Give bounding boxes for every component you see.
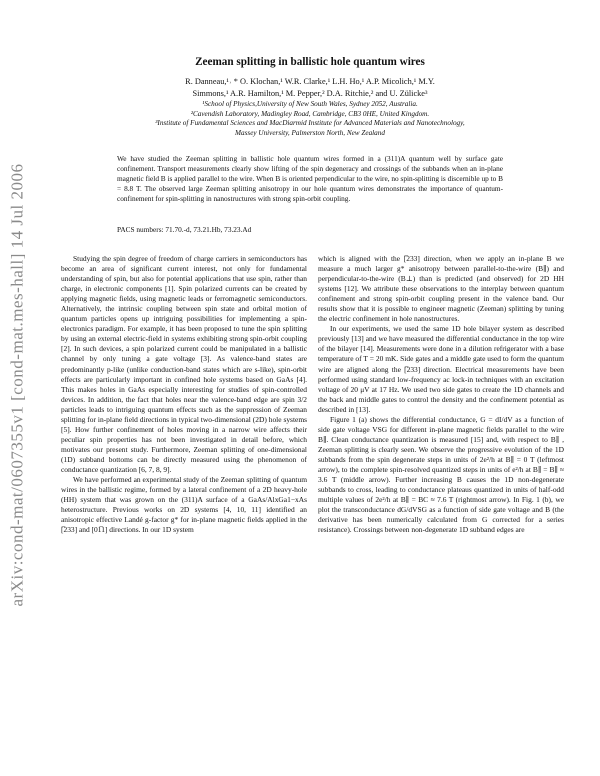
paragraph-study: We have performed an experimental study of the Zeeman splitting of quantum wires in the ballistic regime, formed by a lateral confinement of a 2D heavy-hole (HH) system that was grown on the (311)A surface of a GaAs/AlxGa1−xAs heterostructure. Previous works on 2D systems [4, 10, 11] identified an anisotropic effective Landé g-factor g* for in-plane magnetic fields applied in the [̅233] and [01̅1] directions. In our 1D system: [61, 475, 307, 535]
paper-title: Zeeman splitting in ballistic hole quantum wires: [195, 56, 425, 68]
paragraph-anisotropy: which is aligned with the [̅233] direction, when we apply an in-plane B we measure a much larger g* anisotropy between parallel-to-the-wire (B∥) and perpendicular-to-the-wire (B⊥) than is predicted (and observed) for 2D HH systems [12]. We attribute these observations to the interplay between quantum confinement and strong spin-orbit coupling present in the valence band. Our results show that it is possible to engineer magnetic (Zeeman) splitting by tuning the electric confinement in hole nanostructures.: [318, 254, 564, 324]
pacs-numbers: PACS numbers: 71.70.-d, 73.21.Hb, 73.23.Ad: [117, 225, 252, 234]
affiliation-2: ²Cavendish Laboratory, Madingley Road, Cambridge, CB3 0HE, United Kingdom.: [190, 109, 430, 118]
paragraph-experiment: In our experiments, we used the same 1D hole bilayer system as described previously [13] and we have measured the differential conductance in the top wire of the bilayer [14]. Measurements were done in a dilution refrigerator with a base temperature of T = 20 mK. Side gates and a middle gate used to form the quantum wire are aligned along the [̅233] direction. Electrical measurements have been performed using standard low-frequency ac lock-in techniques with an excitation voltage of 20 μV at 17 Hz. We used two side gates to create the 1D channels and the back and middle gates to control the density and the confinement potential as described in [13].: [318, 324, 564, 414]
paragraph-figure1: Figure 1 (a) shows the differential conductance, G = dI/dV as a function of side gate voltage VSG for different in-plane magnetic fields parallel to the wire B∥. Clean conductance quantization is measured [15] and, with respect to B∥ , Zeeman splitting is clearly seen. We observe the progressive evolution of the 1D subbands from the spin degenerate steps in units of 2e²/h at B∥ = 0 T (leftmost arrow), to the complete spin-resolved quantized steps in units of e²/h at B∥ = B∥ ≈ 3.6 T (middle arrow). Further increasing B causes the 1D non-degenerate subbands to cross, leading to conductance plateaus quantized in units of half-odd multiple values of 2e²/h at B∥ = BC ≈ 7.6 T (rightmost arrow). In Fig. 1 (b), we plot the transconductance dG/dVSG as a function of side gate voltage and B (the derivative has been numerically calculated from G corrected for a series resistance). Crossings between non-degenerate 1D subband edges are: [318, 414, 564, 535]
paragraph-intro: Studying the spin degree of freedom of charge carriers in semiconductors has become an area of significant current interest, not only for fundamental understanding of spin, but also for potential applications that use spin, rather than charge, in electronic components [1]. Spin polarized currents can be created by applying magnetic fields, using magnetic leads or ferromagnetic semiconductors. Alternatively, the intrinsic coupling between spin state and orbital motion of quantum particles opens up intriguing possibilities for implementing a spin-electronics paradigm. For example, it has been proposed to tune the spin splitting by using an external electric-field in systems exhibiting strong spin-orbit coupling [2]. In such devices, a spin polarized current could be manipulated in a ballistic channel by only tuning a gate voltage [3]. As valence-band states are predominantly p-like (unlike conduction-band states which are s-like), spin-orbit effects are particularly important in confined hole systems based on GaAs [4]. This makes holes in GaAs especially interesting for studies of spin-controlled devices. In addition, the fact that holes near the valence-band edge are spin 3/2 particles leads to intriguing quantum effects such as the suppression of Zeeman splitting for in-plane field directions in typical two-dimensional (2D) hole systems [5]. How further confinement of holes moving in a narrow wire affects their peculiar spin properties has not been investigated in detail before, which motivates our present study. Furthermore, Zeeman splitting of one-dimensional (1D) subband bottoms can be directly measured using the phenomenon of conductance quantization [6, 7, 8, 9].: [61, 254, 307, 474]
affiliation-4: Massey University, Palmerston North, New Zealand: [235, 128, 385, 137]
authors-line-2: Simmons,¹ A.R. Hamilton,¹ M. Pepper,² D.A. Ritchie,² and U. Zülicke³: [192, 89, 428, 98]
author-list: [60, 76, 560, 100]
arxiv-identifier: arXiv:cond-mat/0607355v1 [cond-mat.mes-hall] 14 Jul 2006: [7, 163, 26, 607]
affiliation-3: ³Institute of Fundamental Sciences and MacDiarmid Institute for Advanced Materials and Nanotechnology,: [155, 119, 465, 128]
authors-line-1: R. Danneau,¹˒ * O. Klochan,¹ W.R. Clarke,¹ L.H. Ho,¹ A.P. Micolich,¹ M.Y.: [185, 77, 435, 86]
right-column: [318, 254, 564, 535]
affiliations: [40, 100, 580, 138]
abstract: We have studied the Zeeman splitting in ballistic hole quantum wires formed in a (311)A quantum well by surface gate confinement. Transport measurements clearly show lifting of the spin degeneracy and crossings of the subbands when an in-plane magnetic field B is applied parallel to the wire. When B is oriented perpendicular to the wire, no spin-splitting is discernible up to B = 8.8 T. The observed large Zeeman splitting anisotropy in our hole quantum wires demonstrates the importance of quantum-confinement for spin-splitting in nanostructures with strong spin-orbit coupling.: [117, 154, 503, 204]
left-column: [61, 254, 307, 535]
affiliation-1: ¹School of Physics,University of New South Wales, Sydney 2052, Australia.: [202, 100, 418, 108]
arxiv-sidebar: [4, 150, 30, 620]
